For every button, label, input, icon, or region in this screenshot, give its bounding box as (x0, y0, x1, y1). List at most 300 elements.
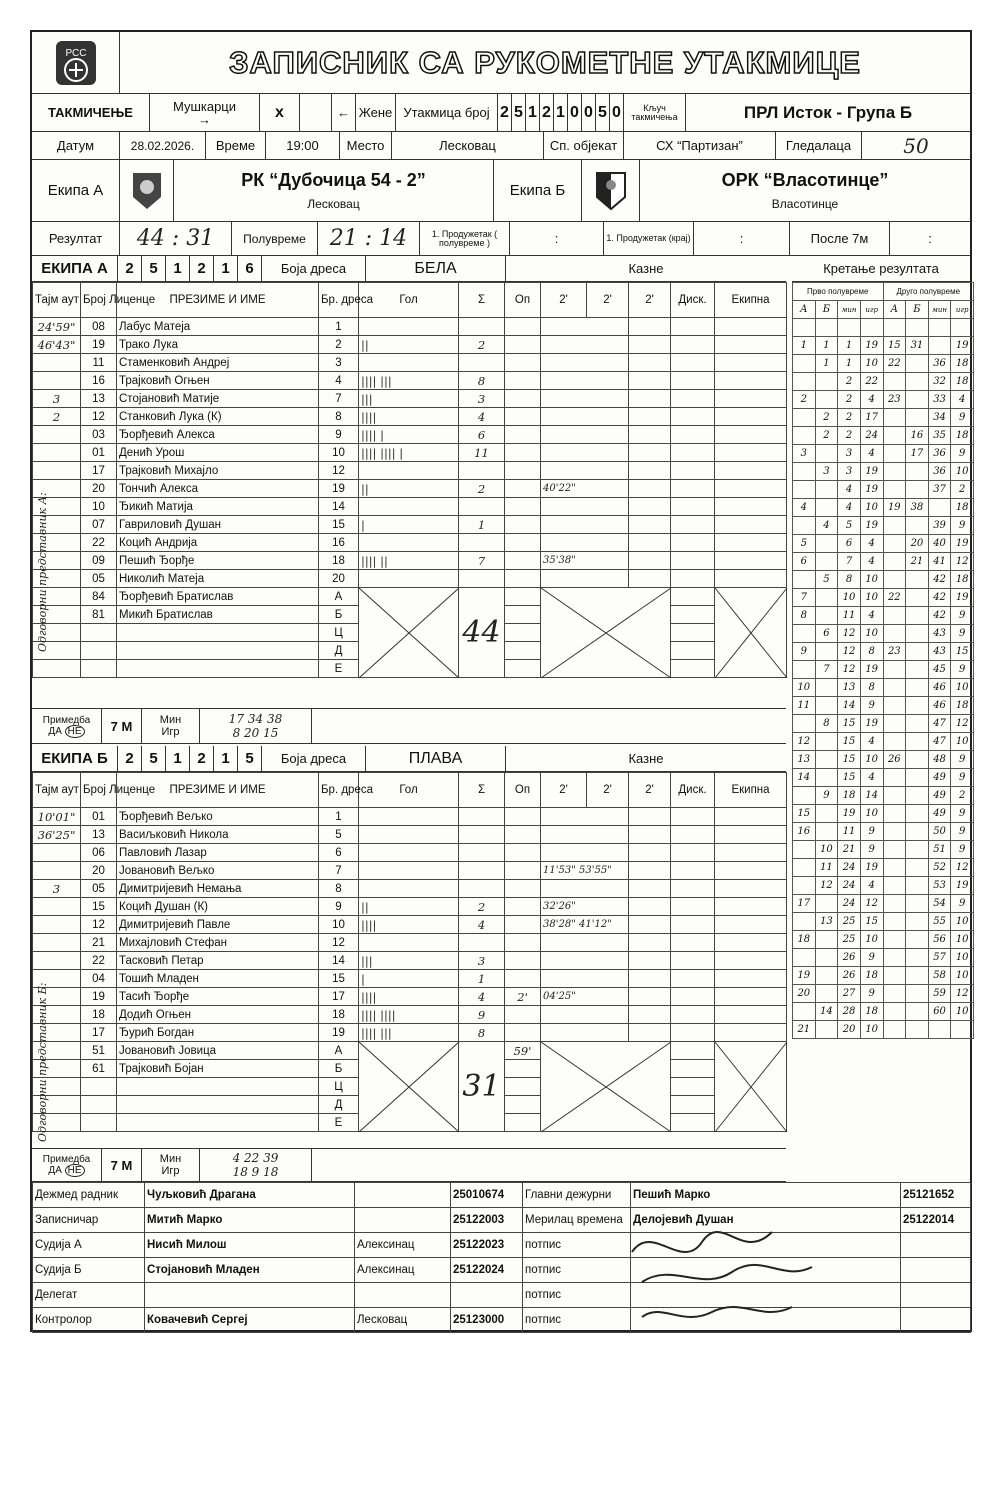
goal-tally: |||| (359, 916, 459, 934)
warning-cell (505, 516, 541, 534)
goal-tally (359, 826, 459, 844)
progress-row (793, 841, 974, 859)
progress-cell (793, 571, 816, 589)
progress-row (793, 1021, 974, 1039)
progress-row (793, 571, 974, 589)
team-penalty-cell (715, 444, 787, 462)
place-value: Лесковац (392, 132, 544, 159)
progress-cell: 39 (928, 517, 951, 535)
jersey-number: 9 (319, 898, 359, 916)
suspension-cell (541, 934, 629, 952)
progress-row (793, 805, 974, 823)
progress-cell (951, 1021, 974, 1039)
suspension-cell (541, 354, 629, 372)
staff-license: 25122003 (451, 1208, 523, 1233)
progress-cell: 53 (928, 877, 951, 895)
disqualification-cell (671, 552, 715, 570)
progress-cell (906, 769, 929, 787)
license-number: 01 (81, 444, 117, 462)
progress-row (793, 913, 974, 931)
player-name: Тошић Младен (117, 970, 319, 988)
jersey-number: 5 (319, 826, 359, 844)
progress-cell: 18 (860, 967, 883, 985)
staff-city: Лесковац (355, 1308, 451, 1333)
staff-license: 25010674 (451, 1183, 523, 1208)
suspension-cell (541, 826, 629, 844)
team-penalty-cell (715, 952, 787, 970)
progress-cell: 16 (793, 823, 816, 841)
suspension-cell-3 (629, 498, 671, 516)
disqualification-cell (671, 462, 715, 480)
signature-icon (622, 1222, 822, 1337)
player-name: Јовановић Вељко (117, 862, 319, 880)
progress-cell: 22 (860, 373, 883, 391)
progress-cell (793, 409, 816, 427)
progress-cell (883, 463, 906, 481)
progress-cell (815, 823, 838, 841)
warning-cell (505, 552, 541, 570)
progress-cell: 3 (838, 463, 861, 481)
progress-cell (906, 787, 929, 805)
staff-role-2: Мерилац времена (523, 1208, 631, 1233)
progress-cell (860, 319, 883, 337)
suspension-cell (541, 426, 629, 444)
warning-cell (505, 444, 541, 462)
progress-cell (793, 877, 816, 895)
staff-name: Митић Марко (145, 1208, 355, 1233)
suspension-cell-3 (629, 444, 671, 462)
suspension-cell: 04'25" (541, 988, 629, 1006)
progress-cell (906, 1021, 929, 1039)
goal-sum: 2 (459, 898, 505, 916)
women-label: Жене (356, 94, 396, 131)
progress-cell (883, 967, 906, 985)
warning-cell (505, 372, 541, 390)
progress-cell (883, 427, 906, 445)
player-name: Трако Лука (117, 336, 319, 354)
suspension-cell (541, 372, 629, 390)
progress-cell: 19 (838, 805, 861, 823)
progress-cell: 34 (928, 409, 951, 427)
progress-row (793, 931, 974, 949)
team-penalty-cell (715, 354, 787, 372)
progress-cell (883, 1021, 906, 1039)
progress-cell: 36 (928, 445, 951, 463)
staff-role: Записничар (33, 1208, 145, 1233)
disqualification-cell (671, 516, 715, 534)
suspension-cell-3 (629, 408, 671, 426)
progress-row (793, 625, 974, 643)
progress-cell: 47 (928, 715, 951, 733)
progress-cell: 36 (928, 463, 951, 481)
player-name: Додић Огњен (117, 1006, 319, 1024)
progress-cell: 60 (928, 1003, 951, 1021)
team-a-name: РК “Дубочица 54 - 2” (241, 170, 426, 190)
progress-cell: 21 (838, 841, 861, 859)
team-penalty-cell (715, 844, 787, 862)
license-number: 22 (81, 534, 117, 552)
progress-cell (815, 589, 838, 607)
warning-cell: 2' (505, 988, 541, 1006)
warning-cell (505, 1024, 541, 1042)
progress-cell: 5 (838, 517, 861, 535)
suspension-cell-3 (629, 318, 671, 336)
progress-cell: 13 (793, 751, 816, 769)
timeout-cell: 3 (33, 390, 81, 408)
progress-cell: 10 (860, 499, 883, 517)
license-number: 10 (81, 498, 117, 516)
progress-cell: 4 (860, 391, 883, 409)
license-number: 22 (81, 952, 117, 970)
progress-cell (815, 373, 838, 391)
progress-row (793, 1003, 974, 1021)
progress-cell: 12 (838, 661, 861, 679)
progress-cell (883, 661, 906, 679)
disqualification-cell (671, 916, 715, 934)
player-name: Гавриловић Душан (117, 516, 319, 534)
progress-cell (951, 319, 974, 337)
timeout-cell: 10'01" (33, 808, 81, 826)
staff-name: Нисић Милош (145, 1233, 355, 1258)
progress-cell: 13 (815, 913, 838, 931)
suspension-cell-3 (629, 336, 671, 354)
progress-cell: 27 (838, 985, 861, 1003)
progress-row (793, 355, 974, 373)
progress-cell: 18 (860, 1003, 883, 1021)
disqualification-cell (671, 1024, 715, 1042)
progress-cell (815, 643, 838, 661)
progress-cell: 12 (838, 643, 861, 661)
progress-cell (906, 679, 929, 697)
officials-table (32, 1182, 971, 1333)
goal-tally (359, 498, 459, 516)
progress-cell: 14 (793, 769, 816, 787)
team-b-city: Власотинце (771, 197, 839, 211)
player-name: Павловић Лазар (117, 844, 319, 862)
progress-cell: 2 (838, 373, 861, 391)
progress-cell: 7 (838, 553, 861, 571)
goal-tally (359, 880, 459, 898)
warning-cell (505, 426, 541, 444)
progress-cell: 19 (860, 463, 883, 481)
team-penalty-cell (715, 318, 787, 336)
suspension-cell (541, 444, 629, 462)
goal-sum: 11 (459, 444, 505, 462)
player-name: Михајловић Стефан (117, 934, 319, 952)
official-name (117, 1096, 319, 1114)
team-penalty-cell (715, 970, 787, 988)
player-name: Васиљковић Никола (117, 826, 319, 844)
progress-cell (906, 481, 929, 499)
jersey-number: 18 (319, 552, 359, 570)
official-row (33, 1042, 787, 1060)
player-name: Денић Урош (117, 444, 319, 462)
suspension-cell-3 (629, 480, 671, 498)
progress-cell (906, 805, 929, 823)
progress-row (793, 589, 974, 607)
progress-cell (815, 949, 838, 967)
progress-cell (883, 607, 906, 625)
progress-cell (883, 787, 906, 805)
player-name: Коцић Душан (К) (117, 898, 319, 916)
progress-cell: 18 (951, 697, 974, 715)
suspension-cell (541, 1024, 629, 1042)
progress-cell (883, 697, 906, 715)
progress-cell (883, 895, 906, 913)
progress-cell (815, 895, 838, 913)
progress-row (793, 427, 974, 445)
official-letter: Д (319, 1096, 359, 1114)
progress-cell: 57 (928, 949, 951, 967)
timeout-cell: 46'43" (33, 336, 81, 354)
license-number: 61 (81, 1060, 117, 1078)
timeout-cell (33, 354, 81, 372)
team-penalty-cell (715, 808, 787, 826)
official-letter: Д (319, 642, 359, 660)
progress-cell (883, 733, 906, 751)
progress-cell: 9 (951, 661, 974, 679)
progress-cell: 10 (860, 1021, 883, 1039)
license-number: 11 (81, 354, 117, 372)
progress-cell: 25 (838, 913, 861, 931)
progress-cell (883, 877, 906, 895)
warning-cell (505, 1006, 541, 1024)
ot1-score: : (510, 222, 604, 255)
jersey-color-a: БЕЛА (366, 256, 506, 281)
team-penalty-cell (715, 390, 787, 408)
progress-cell: 10 (793, 679, 816, 697)
progress-cell: 9 (860, 697, 883, 715)
progress-cell: 12 (951, 859, 974, 877)
official-row (33, 588, 787, 606)
warning-cell (505, 844, 541, 862)
progress-cell: 14 (860, 787, 883, 805)
progress-cell: 8 (860, 643, 883, 661)
goal-sum: 2 (459, 480, 505, 498)
progress-cell: 18 (951, 571, 974, 589)
staff-name: Чуљковић Драгана (145, 1183, 355, 1208)
progress-cell: 10 (951, 733, 974, 751)
progress-cell (793, 463, 816, 481)
progress-cell: 9 (860, 985, 883, 1003)
progress-cell: 21 (793, 1021, 816, 1039)
disqualification-cell (671, 480, 715, 498)
progress-cell: 3 (815, 463, 838, 481)
progress-row (793, 463, 974, 481)
staff-role: Контролор (33, 1308, 145, 1333)
suspension-cell (541, 534, 629, 552)
progress-cell: 20 (906, 535, 929, 553)
suspension-cell (541, 318, 629, 336)
staff-name-2: Делојевић Душан (631, 1208, 901, 1233)
progress-cell: 7 (793, 589, 816, 607)
goal-tally (359, 862, 459, 880)
jersey-number: 20 (319, 570, 359, 588)
license-number: 08 (81, 318, 117, 336)
warning-cell (505, 390, 541, 408)
team-total: 31 (459, 1042, 505, 1132)
progress-cell: 15 (883, 337, 906, 355)
ot2-label: 1. Продужетак (крај) (604, 222, 694, 255)
suspension-cell-3 (629, 970, 671, 988)
progress-cell (815, 931, 838, 949)
license-number: 01 (81, 808, 117, 826)
staff-role: Судија Б (33, 1258, 145, 1283)
official-letter: Ц (319, 1078, 359, 1096)
timeout-cell (33, 916, 81, 934)
disqualification-cell (671, 606, 715, 624)
official-letter: Е (319, 660, 359, 678)
progress-cell: 1 (815, 355, 838, 373)
progress-cell: 10 (815, 841, 838, 859)
progress-cell (883, 679, 906, 697)
progress-cell: 52 (928, 859, 951, 877)
jersey-number: 3 (319, 354, 359, 372)
progress-cell (815, 751, 838, 769)
progress-cell: 2 (815, 427, 838, 445)
progress-cell: 20 (793, 985, 816, 1003)
progress-cell (906, 571, 929, 589)
result-final: 44 : 31 (120, 222, 232, 255)
progress-cell: 47 (928, 733, 951, 751)
progress-cell (906, 715, 929, 733)
jersey-number: 14 (319, 498, 359, 516)
goal-tally: |||| |||| | (359, 444, 459, 462)
team-b-table: Тајм аут Број Лиценце ПРЕЗИМЕ И ИМЕ Бр. дреса Гол Σ Оп 2' 2' 2' Диск. Екипна 10'01" 01 Ђорђевић Вељко 1 36'25" 13 Васиљковић Никола 5 06 Павловић Лазар 6 20 Јовановић Вељко 7 11'53" 53'55" 3 05 Димитријевић Немања 8 15 Коцић Душан (К) 9 || 2 32'26" 12 Димитријевић Павле 10 |||| 4 38'28" 41'12" 21 Михајловић Стефан 12 22 Тасковић Петар 14 ||| 3 04 Тошић Младен 15 | 1 19 Тасић Ђорђе 17 |||| 4 2' 04'25" 18 Додић Огњен 18 |||| |||| 9 17 Ђурић Богдан 19 |||| ||| 8 51 Јовановић Јовица А 31 59' 61 Трајковић Бојан Б Ц Д Е (32, 772, 787, 1132)
progress-cell: 1 (838, 355, 861, 373)
progress-cell (928, 499, 951, 517)
team-penalty-cell (715, 1024, 787, 1042)
progress-cell (883, 553, 906, 571)
suspension-cell-3 (629, 1006, 671, 1024)
disqualification-cell (671, 1006, 715, 1024)
jersey-number: 2 (319, 336, 359, 354)
staff-role-2: Главни дежурни (523, 1183, 631, 1208)
progress-cell: 33 (928, 391, 951, 409)
progress-cell: 41 (928, 553, 951, 571)
suspension-cell: 11'53" 53'55" (541, 862, 629, 880)
disqualification-cell (671, 588, 715, 606)
goal-sum (459, 862, 505, 880)
match-record-sheet (30, 30, 972, 1332)
progress-cell: 19 (883, 499, 906, 517)
progress-cell: 23 (883, 643, 906, 661)
team-penalty-cell (715, 462, 787, 480)
progress-cell (815, 697, 838, 715)
license-number: 03 (81, 426, 117, 444)
goal-tally (359, 808, 459, 826)
progress-cell (815, 805, 838, 823)
staff-role: Дежмед радник (33, 1183, 145, 1208)
official-warning (505, 606, 541, 624)
progress-cell: 18 (951, 373, 974, 391)
player-name: Станковић Лука (К) (117, 408, 319, 426)
progress-cell (793, 949, 816, 967)
progress-row (793, 553, 974, 571)
timeout-cell (33, 844, 81, 862)
license-number: 12 (81, 916, 117, 934)
goal-tally: || (359, 480, 459, 498)
suspension-cell-3 (629, 952, 671, 970)
key-label: Кључ такмичења (624, 94, 686, 131)
staff-role-2: потпис (523, 1258, 631, 1283)
official-warning (505, 1114, 541, 1132)
warning-cell (505, 970, 541, 988)
men-arrow: → (198, 111, 211, 127)
team-total: 44 (459, 588, 505, 678)
goal-tally: |||| (359, 408, 459, 426)
progress-cell: 6 (815, 625, 838, 643)
jersey-number: 1 (319, 808, 359, 826)
suspension-cell-3 (629, 462, 671, 480)
warning-cell (505, 916, 541, 934)
men-mark: x (260, 94, 300, 131)
progress-cell: 37 (928, 481, 951, 499)
jersey-number: 4 (319, 372, 359, 390)
suspension-cell: 40'22" (541, 480, 629, 498)
progress-cell: 51 (928, 841, 951, 859)
progress-row (793, 607, 974, 625)
suspension-cell (541, 880, 629, 898)
crossed-penalty-box (541, 588, 671, 678)
venue-value: СХ “Партизан” (624, 132, 776, 159)
progress-row (793, 319, 974, 337)
progress-cell (906, 877, 929, 895)
staff-license-2 (901, 1308, 971, 1333)
jersey-number: 19 (319, 1024, 359, 1042)
staff-role: Делегат (33, 1283, 145, 1308)
progress-cell (906, 841, 929, 859)
goal-sum: 3 (459, 390, 505, 408)
player-row (33, 390, 787, 408)
warning-cell (505, 570, 541, 588)
suspension-cell (541, 570, 629, 588)
progress-cell: 49 (928, 769, 951, 787)
result-label: Резултат (32, 222, 120, 255)
progress-cell: 17 (906, 445, 929, 463)
progress-cell: 19 (860, 715, 883, 733)
player-row (33, 408, 787, 426)
player-row (33, 1024, 787, 1042)
date-value: 28.02.2026. (120, 132, 206, 159)
progress-cell (906, 895, 929, 913)
player-row (33, 480, 787, 498)
progress-cell: 38 (906, 499, 929, 517)
staff-role: Судија А (33, 1233, 145, 1258)
team-b-note-row: Примедба ДА НЕ 7 М Мин Игр 4 22 39 18 9 18 (32, 1148, 786, 1182)
timeout-cell: 2 (33, 408, 81, 426)
progress-cell: 45 (928, 661, 951, 679)
official-warning (505, 660, 541, 678)
timeout-cell: 3 (33, 880, 81, 898)
progress-row (793, 787, 974, 805)
progress-cell (906, 589, 929, 607)
progress-cell: 3 (838, 445, 861, 463)
progress-cell (906, 823, 929, 841)
progress-cell (906, 733, 929, 751)
crossed-team-box (715, 588, 787, 678)
progress-cell (883, 985, 906, 1003)
player-name: Тончић Алекса (117, 480, 319, 498)
progress-cell: 14 (815, 1003, 838, 1021)
progress-cell: 20 (838, 1021, 861, 1039)
suspension-cell (541, 952, 629, 970)
staff-license (451, 1283, 523, 1308)
progress-cell (906, 517, 929, 535)
staff-license-2 (901, 1283, 971, 1308)
suspension-cell (541, 498, 629, 516)
progress-cell (815, 445, 838, 463)
